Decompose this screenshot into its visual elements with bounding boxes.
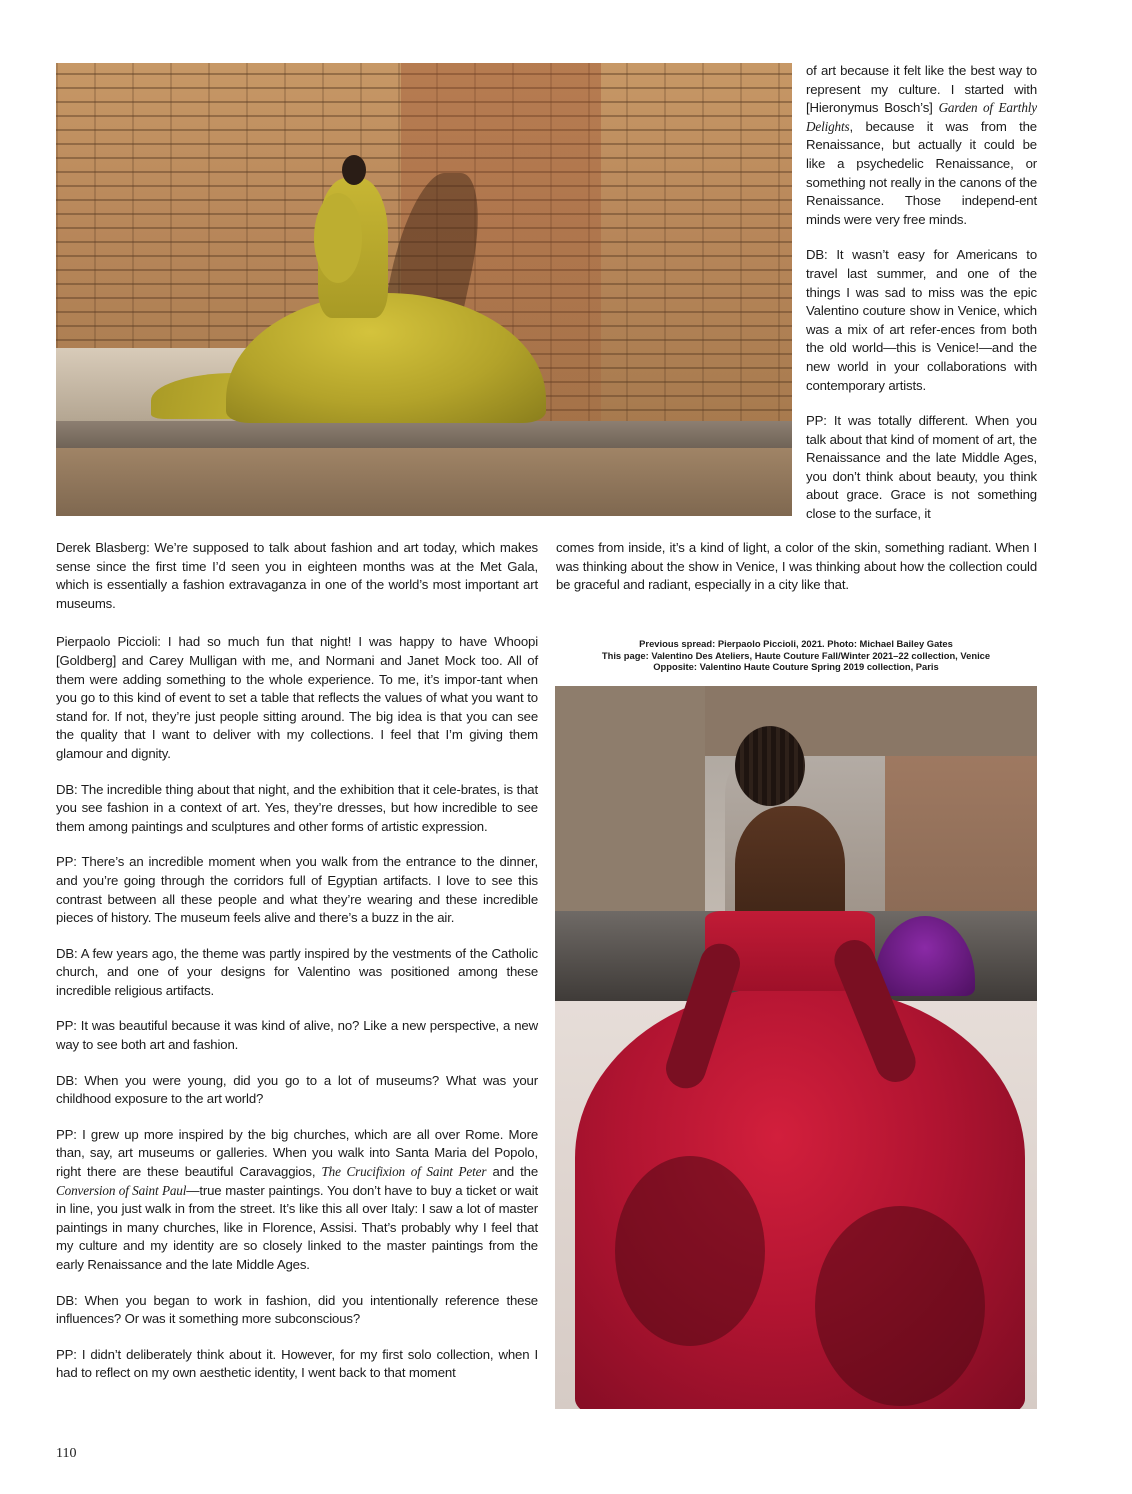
text-run: and the [486,1164,539,1180]
model-head [342,155,366,185]
photo-caption [555,638,1037,673]
artwork-title: The Crucifixion of Saint Peter [321,1164,487,1180]
text-run: , because it was from the Renaissance, but actually it could be like a psychedelic Renaissance, or something not really in the canons of the Renaissance. Those independ-ent minds were very free minds. [806,118,1037,227]
caption-line: Previous spread: Pierpaolo Piccioli, 2021. Photo: Michael Bailey Gates [639,638,953,649]
gown-shading [815,1206,985,1406]
paragraph: DB: A few years ago, the theme was partly inspired by the vestments of the Catholic church, and one of your designs for Valentino was positioned among these incredible religious artifacts. [56,945,538,998]
paragraph: PP: It was totally different. When you talk about that kind of moment of art, the Renaissance and the late Middle Ages, you don’t think about beauty, you think about grace. Grace is not something close to the surface, it [806,413,1037,522]
lower-wall [56,448,792,516]
photo-yellow-gown [56,63,792,516]
gown-shading [615,1156,765,1346]
artwork-title: Garden of Earthly Delights [806,100,1037,134]
paragraph: Pierpaolo Piccioli: I had so much fun that night! I was happy to have Whoopi [Goldberg] and Carey Mulligan with me, and Normani and Janet Mock too. All of them were adding something to the whole experience. To me, it’s impor-tant when you go to this kind of event to set a table that reflects the values of what you want to stand for. If not, they’re just people sitting around. The big idea is that you can see the quality that I want to deliver with my collections. I feel that I’m giving them glamour and dignity. [56,634,538,761]
paragraph [806,62,1037,229]
background-building [885,741,1037,931]
photo-red-gown [555,686,1037,1409]
right-column-top [806,62,1037,524]
page-number: 110 [56,1446,77,1461]
paragraph: PP: It was beautiful because it was kind of alive, no? Like a new perspective, a new way to see both art and fashion. [56,1018,538,1053]
caption-line: This page: Valentino Des Ateliers, Haute Couture Fall/Winter 2021–22 collection, Venice [601,649,991,661]
paragraph: DB: When you were young, did you go to a lot of museums? What was your childhood exposure to the art world? [56,1072,538,1107]
paragraph: DB: When you began to work in fashion, did you intentionally reference these influences? Or was it something more subconscious? [56,1292,538,1327]
paragraph: DB: The incredible thing about that night, and the exhibition that it cele-brates, is that you see fashion in a context of art. Yes, they’re dresses, but how incredible to see them among paintings and sculptures and other forms of artistic expression. [56,781,538,834]
arch-span [685,686,1037,756]
paragraph: comes from inside, it’s a kind of light, a color of the skin, something radiant. When I was thinking about the show in Venice, I was thinking about how the collection could be graceful and radiant, especially in a city like that. [556,540,1037,593]
stone-ledge [56,421,792,448]
paragraph: DB: It wasn’t easy for Americans to travel last summer, and one of the things I was sad to miss was the epic Valentino couture show in Venice, which was a mix of art refer-ences from both the old world—this is Venice!—and the new world in your collaborations with contemporary artists. [806,247,1037,393]
yellow-gown-sleeve [314,193,362,283]
model-head-braids [735,726,805,806]
caption-line: Opposite: Valentino Haute Couture Spring 2019 collection, Paris [653,661,939,673]
text-run: of art because it felt like the best way to represent my culture. I started with [Hieronymus Bosch’s] [806,63,1037,116]
paragraph: PP: I didn’t deliberately think about it. However, for my first solo collection, when I had to reflect on my own aesthetic identity, I went back to that moment [56,1346,538,1381]
left-column [56,539,538,1383]
paragraph [56,1126,538,1275]
text-run: PP: I grew up more inspired by the big churches, which are all over Rome. More than, say, art museums or galleries. When you walk into Santa Maria del Popolo, right there are these beautiful Caravaggios, [56,1126,538,1180]
paragraph: PP: There’s an incredible moment when you walk from the entrance to the dinner, and you’re going through the corridors full of Egyptian artifacts. I love to see this contrast between all these people and what they’re wearing and these incredible pieces of history. The museum feels alive and there’s a buzz in the air. [56,854,538,926]
right-column-continuation [556,539,1037,595]
text-run: —true master paintings. You don’t have to buy a ticket or wait in line, you just walk in from the street. It’s like this all over Italy: I saw a lot of master paintings in many churches, like in Florence, Assisi. That’s probably why I feel that my culture and my identity are so closely linked to the master paintings from the early Renaissance and the late Middle Ages. [56,1182,539,1272]
artwork-title: Conversion of Saint Paul [56,1182,187,1198]
paragraph: Derek Blasberg: We’re supposed to talk about fashion and art today, which makes sense since the first time I’d seen you in eighteen months was at the Met Gala, which is essentially a fashion extravaganza in one of the world’s most important art museums. [56,540,538,611]
